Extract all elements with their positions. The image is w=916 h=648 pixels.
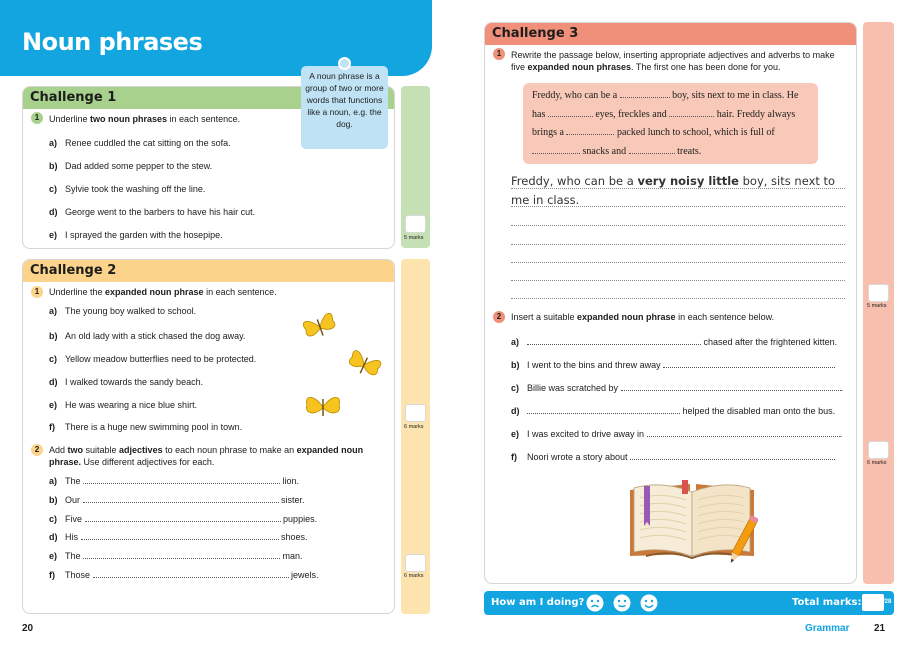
total-marks-out-of: /28	[883, 599, 892, 605]
answer-blank[interactable]	[81, 532, 279, 540]
answer-blank[interactable]	[527, 337, 701, 345]
challenge-1-marks-input[interactable]	[405, 215, 426, 233]
fill-in-item: b) Our sister.	[49, 495, 305, 505]
challenge-2-q2-instruction: Add two suitable adjectives to each noun phrase to make an expanded noun phrase. Use different adjectives for each.	[49, 445, 364, 467]
fill-in-item: b) I went to the bins and threw away .	[511, 360, 836, 370]
page-number-left: 20	[22, 623, 34, 634]
page-number-right: 21	[874, 623, 886, 634]
passage-box	[523, 83, 818, 164]
question-number: 2	[31, 444, 43, 456]
list-item: b) An old lady with a stick chased the dog away.	[49, 331, 246, 341]
challenge-3-q1-instruction: Rewrite the passage below, inserting appropriate adjectives and adverbs to make five expanded noun phrases. The first one has been done for you.	[511, 50, 835, 72]
definition-tip: A noun phrase is a group of two or more words that functions like a noun, e.g. the dog.	[301, 66, 388, 149]
challenge-2-title: Challenge 2	[23, 260, 394, 282]
question-number: 2	[493, 311, 505, 323]
answer-blank[interactable]	[621, 383, 841, 391]
list-item: d) I walked towards the sandy beach.	[49, 377, 204, 387]
challenge-3-q1-marks-input[interactable]	[868, 284, 889, 302]
happy-face-icon[interactable]	[640, 594, 658, 612]
answer-blank[interactable]	[83, 495, 279, 503]
passage-line: brings a packed lunch to school, which is full of	[532, 127, 775, 138]
pencil-icon	[728, 512, 758, 568]
answer-blank[interactable]	[630, 452, 833, 460]
answer-blank[interactable]	[663, 360, 833, 368]
fill-in-item: a) The lion.	[49, 476, 300, 486]
passage-line: has eyes, freckles and hair. Freddy always	[532, 108, 796, 120]
butterfly-icon	[302, 392, 344, 422]
challenge-2-q1-marks-input[interactable]	[405, 404, 426, 422]
writing-line[interactable]	[511, 262, 845, 263]
list-item: a) The young boy walked to school.	[49, 306, 197, 316]
answer-blank[interactable]	[93, 570, 289, 578]
list-item: e) He was wearing a nice blue shirt.	[49, 400, 198, 410]
answer-blank[interactable]	[83, 551, 280, 559]
challenge-3-q1-marks-label: 5 marks	[867, 303, 887, 309]
challenge-3-q2-marks-input[interactable]	[868, 441, 889, 459]
fill-in-item: e) The man.	[49, 551, 303, 561]
challenge-1-marks-label: 5 marks	[404, 235, 424, 241]
butterfly-icon	[300, 310, 340, 344]
question-number: 1	[31, 112, 43, 124]
challenge-2-q2-marks-input[interactable]	[405, 554, 426, 572]
writing-line[interactable]	[511, 244, 845, 245]
list-item: f) There is a huge new swimming pool in town.	[49, 422, 243, 432]
writing-line[interactable]	[511, 188, 845, 189]
fill-in-item: e) I was excited to drive away in .	[511, 429, 843, 439]
challenge-3-title: Challenge 3	[485, 23, 856, 45]
passage-line: Freddy, who can be a boy, sits next to me in class. He	[532, 90, 799, 101]
list-item: b) Dad added some pepper to the stew.	[49, 161, 213, 171]
list-item: d) George went to the barbers to have his hair cut.	[49, 207, 256, 217]
list-item: c) Yellow meadow butterflies need to be protected.	[49, 354, 257, 364]
list-item: c) Sylvie took the washing off the line.	[49, 184, 206, 194]
writing-line[interactable]	[511, 206, 845, 207]
fill-in-item: d) helped the disabled man onto the bus.	[511, 406, 836, 416]
fill-in-item: f) Noori wrote a story about .	[511, 452, 836, 462]
writing-line[interactable]	[511, 298, 845, 299]
example-answer: Freddy, who can be a very noisy little boy, sits next to me in class.	[511, 174, 836, 207]
list-item: a) Renee cuddled the cat sitting on the sofa.	[49, 138, 231, 148]
fill-in-item: d) His shoes.	[49, 532, 308, 542]
challenge-1-q1-instruction: Underline two noun phrases in each sentence.	[49, 114, 241, 124]
challenge-2-q1-marks-label: 6 marks	[404, 424, 424, 430]
neutral-face-icon[interactable]	[613, 594, 631, 612]
tip-knob	[338, 57, 351, 70]
total-marks-label: Total marks:	[792, 597, 862, 608]
total-marks-input[interactable]	[862, 594, 884, 611]
fill-in-item: c) Five puppies.	[49, 514, 318, 524]
section-label: Grammar	[805, 623, 850, 634]
challenge-2-q2-marks-label: 6 marks	[404, 573, 424, 579]
sad-face-icon[interactable]	[586, 594, 604, 612]
answer-blank[interactable]	[83, 476, 280, 484]
fill-in-item: f) Those jewels.	[49, 570, 319, 580]
writing-line[interactable]	[511, 225, 845, 226]
answer-blank[interactable]	[85, 514, 281, 522]
page-title: Noun phrases	[22, 28, 203, 56]
question-number: 1	[31, 286, 43, 298]
challenge-3-q2-instruction: Insert a suitable expanded noun phrase in each sentence below.	[511, 312, 775, 322]
how-am-i-doing-label: How am I doing?	[491, 597, 585, 608]
challenge-2-q1-instruction: Underline the expanded noun phrase in each sentence.	[49, 287, 277, 297]
question-number: 1	[493, 48, 505, 60]
fill-in-item: a) chased after the frightened kitten.	[511, 337, 838, 347]
answer-blank[interactable]	[527, 406, 680, 414]
writing-line[interactable]	[511, 280, 845, 281]
challenge-3-q2-marks-label: 6 marks	[867, 460, 887, 466]
fill-in-item: c) Billie was scratched by .	[511, 383, 844, 393]
list-item: e) I sprayed the garden with the hosepipe.	[49, 230, 223, 240]
butterfly-icon	[344, 347, 384, 383]
challenge-1-title: Challenge 1	[23, 87, 394, 109]
answer-blank[interactable]	[647, 429, 840, 437]
passage-line: snacks and treats.	[532, 143, 809, 162]
